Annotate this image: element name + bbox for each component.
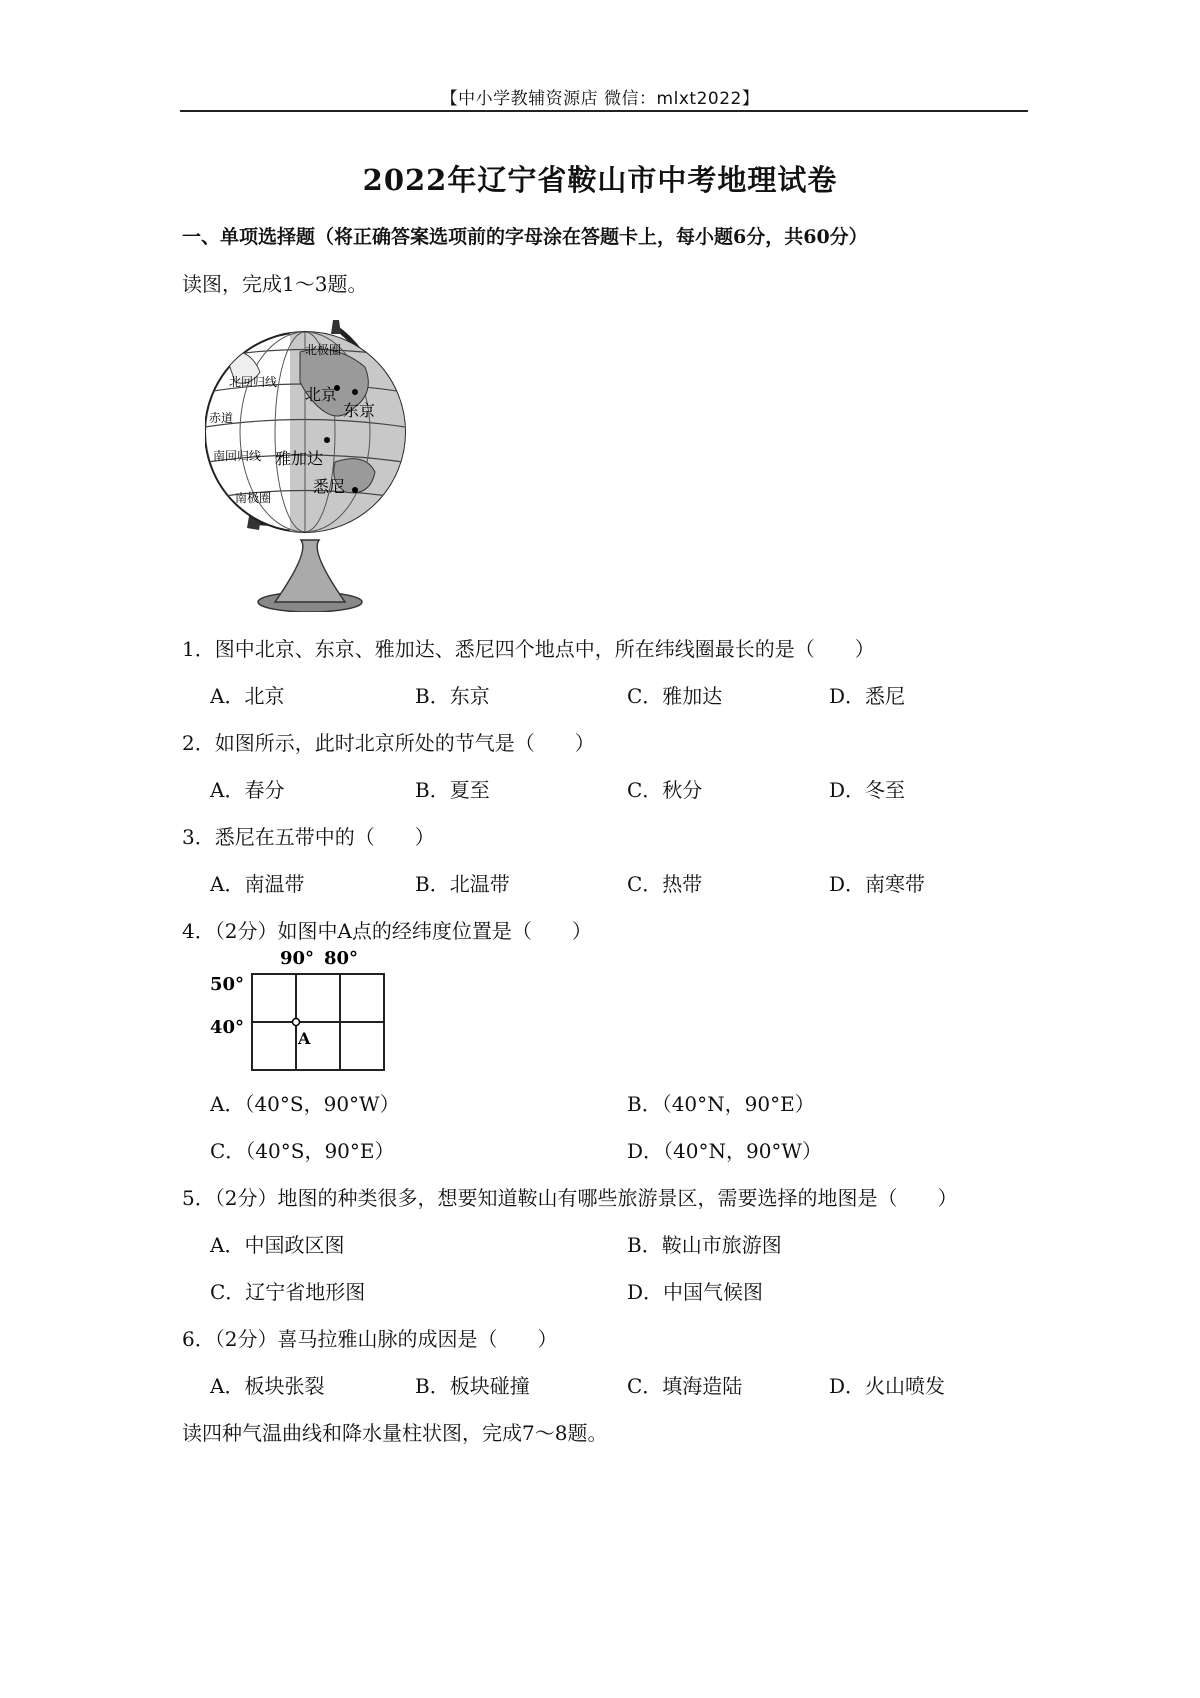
label-sydney: 悉尼	[313, 477, 346, 496]
q4-option-d[interactable]: D．（40°N，90°W）	[627, 1139, 822, 1163]
question-4-stem: 4．（2分）如图中A点的经纬度位置是（ ）	[182, 919, 592, 943]
lon-label-90: 90°	[280, 948, 315, 969]
q3-option-b[interactable]: B．北温带	[415, 872, 510, 896]
q3-option-a[interactable]: A．南温带	[210, 872, 305, 896]
label-tropic-cancer: 北回归线	[229, 375, 278, 389]
q2-option-a[interactable]: A．春分	[210, 778, 285, 802]
section-heading: 一、单项选择题（将正确答案选项前的字母涂在答题卡上，每小题6分，共60分）	[182, 226, 868, 248]
q6-option-c[interactable]: C．填海造陆	[627, 1374, 743, 1398]
question-6-stem: 6．（2分）喜马拉雅山脉的成因是（ ）	[182, 1327, 558, 1351]
q1-option-a[interactable]: A．北京	[210, 684, 285, 708]
label-beijing: 北京	[305, 385, 338, 404]
q5-option-d[interactable]: D．中国气候图	[627, 1280, 764, 1304]
q6-option-d[interactable]: D．火山喷发	[829, 1374, 946, 1398]
q5-option-a[interactable]: A．中国政区图	[210, 1233, 345, 1257]
q1-option-b[interactable]: B．东京	[415, 684, 490, 708]
q2-option-c[interactable]: C．秋分	[627, 778, 703, 802]
lat-label-40: 40°	[210, 1017, 245, 1038]
intro-text-1: 读图，完成1～3题。	[182, 272, 368, 296]
q1-option-c[interactable]: C．雅加达	[627, 684, 723, 708]
jakarta-dot	[324, 437, 330, 443]
q5-option-c[interactable]: C．辽宁省地形图	[210, 1280, 366, 1304]
question-3-stem: 3．悉尼在五带中的（ ）	[182, 825, 435, 849]
q2-option-d[interactable]: D．冬至	[829, 778, 906, 802]
page-header: 【中小学教辅资源店 微信：mlxt2022】	[440, 89, 760, 109]
q4-option-b[interactable]: B．（40°N，90°E）	[627, 1092, 815, 1116]
point-a-dot	[293, 1019, 300, 1026]
label-antarctic-circle: 南极圈	[235, 491, 272, 505]
label-tropic-capricorn: 南回归线	[213, 449, 262, 463]
question-2-stem: 2．如图所示，此时北京所处的节气是（ ）	[182, 731, 595, 755]
label-arctic-circle: 北极圈	[305, 343, 342, 357]
lon-label-80: 80°	[324, 948, 359, 969]
label-jakarta: 雅加达	[275, 449, 324, 468]
globe-stand	[275, 540, 345, 602]
q1-option-d[interactable]: D．悉尼	[829, 684, 906, 708]
q6-option-a[interactable]: A．板块张裂	[210, 1374, 325, 1398]
q3-option-d[interactable]: D．南寒带	[829, 872, 926, 896]
sydney-dot	[352, 487, 358, 493]
ring-cap-top	[331, 320, 341, 334]
q4-option-a[interactable]: A．（40°S，90°W）	[210, 1092, 400, 1116]
q5-option-b[interactable]: B．鞍山市旅游图	[627, 1233, 782, 1257]
lat-label-50: 50°	[210, 974, 245, 995]
question-1-stem: 1．图中北京、东京、雅加达、悉尼四个地点中，所在纬线圈最长的是（ ）	[182, 637, 875, 661]
lat-lon-grid-figure	[208, 948, 398, 1078]
tokyo-dot	[352, 389, 358, 395]
q6-option-b[interactable]: B．板块碰撞	[415, 1374, 530, 1398]
q4-option-c[interactable]: C．（40°S，90°E）	[210, 1139, 395, 1163]
header-divider	[180, 110, 1028, 112]
point-a-label: A	[298, 1029, 311, 1048]
exam-title: 2022年辽宁省鞍山市中考地理试卷	[362, 163, 838, 197]
q3-option-c[interactable]: C．热带	[627, 872, 703, 896]
question-5-stem: 5．（2分）地图的种类很多，想要知道鞍山有哪些旅游景区，需要选择的地图是（ ）	[182, 1186, 958, 1210]
q2-option-b[interactable]: B．夏至	[415, 778, 490, 802]
label-tokyo: 东京	[343, 401, 376, 420]
intro-text-2: 读四种气温曲线和降水量柱状图，完成7～8题。	[182, 1421, 608, 1445]
label-equator: 赤道	[209, 411, 234, 425]
globe-figure	[205, 312, 415, 612]
